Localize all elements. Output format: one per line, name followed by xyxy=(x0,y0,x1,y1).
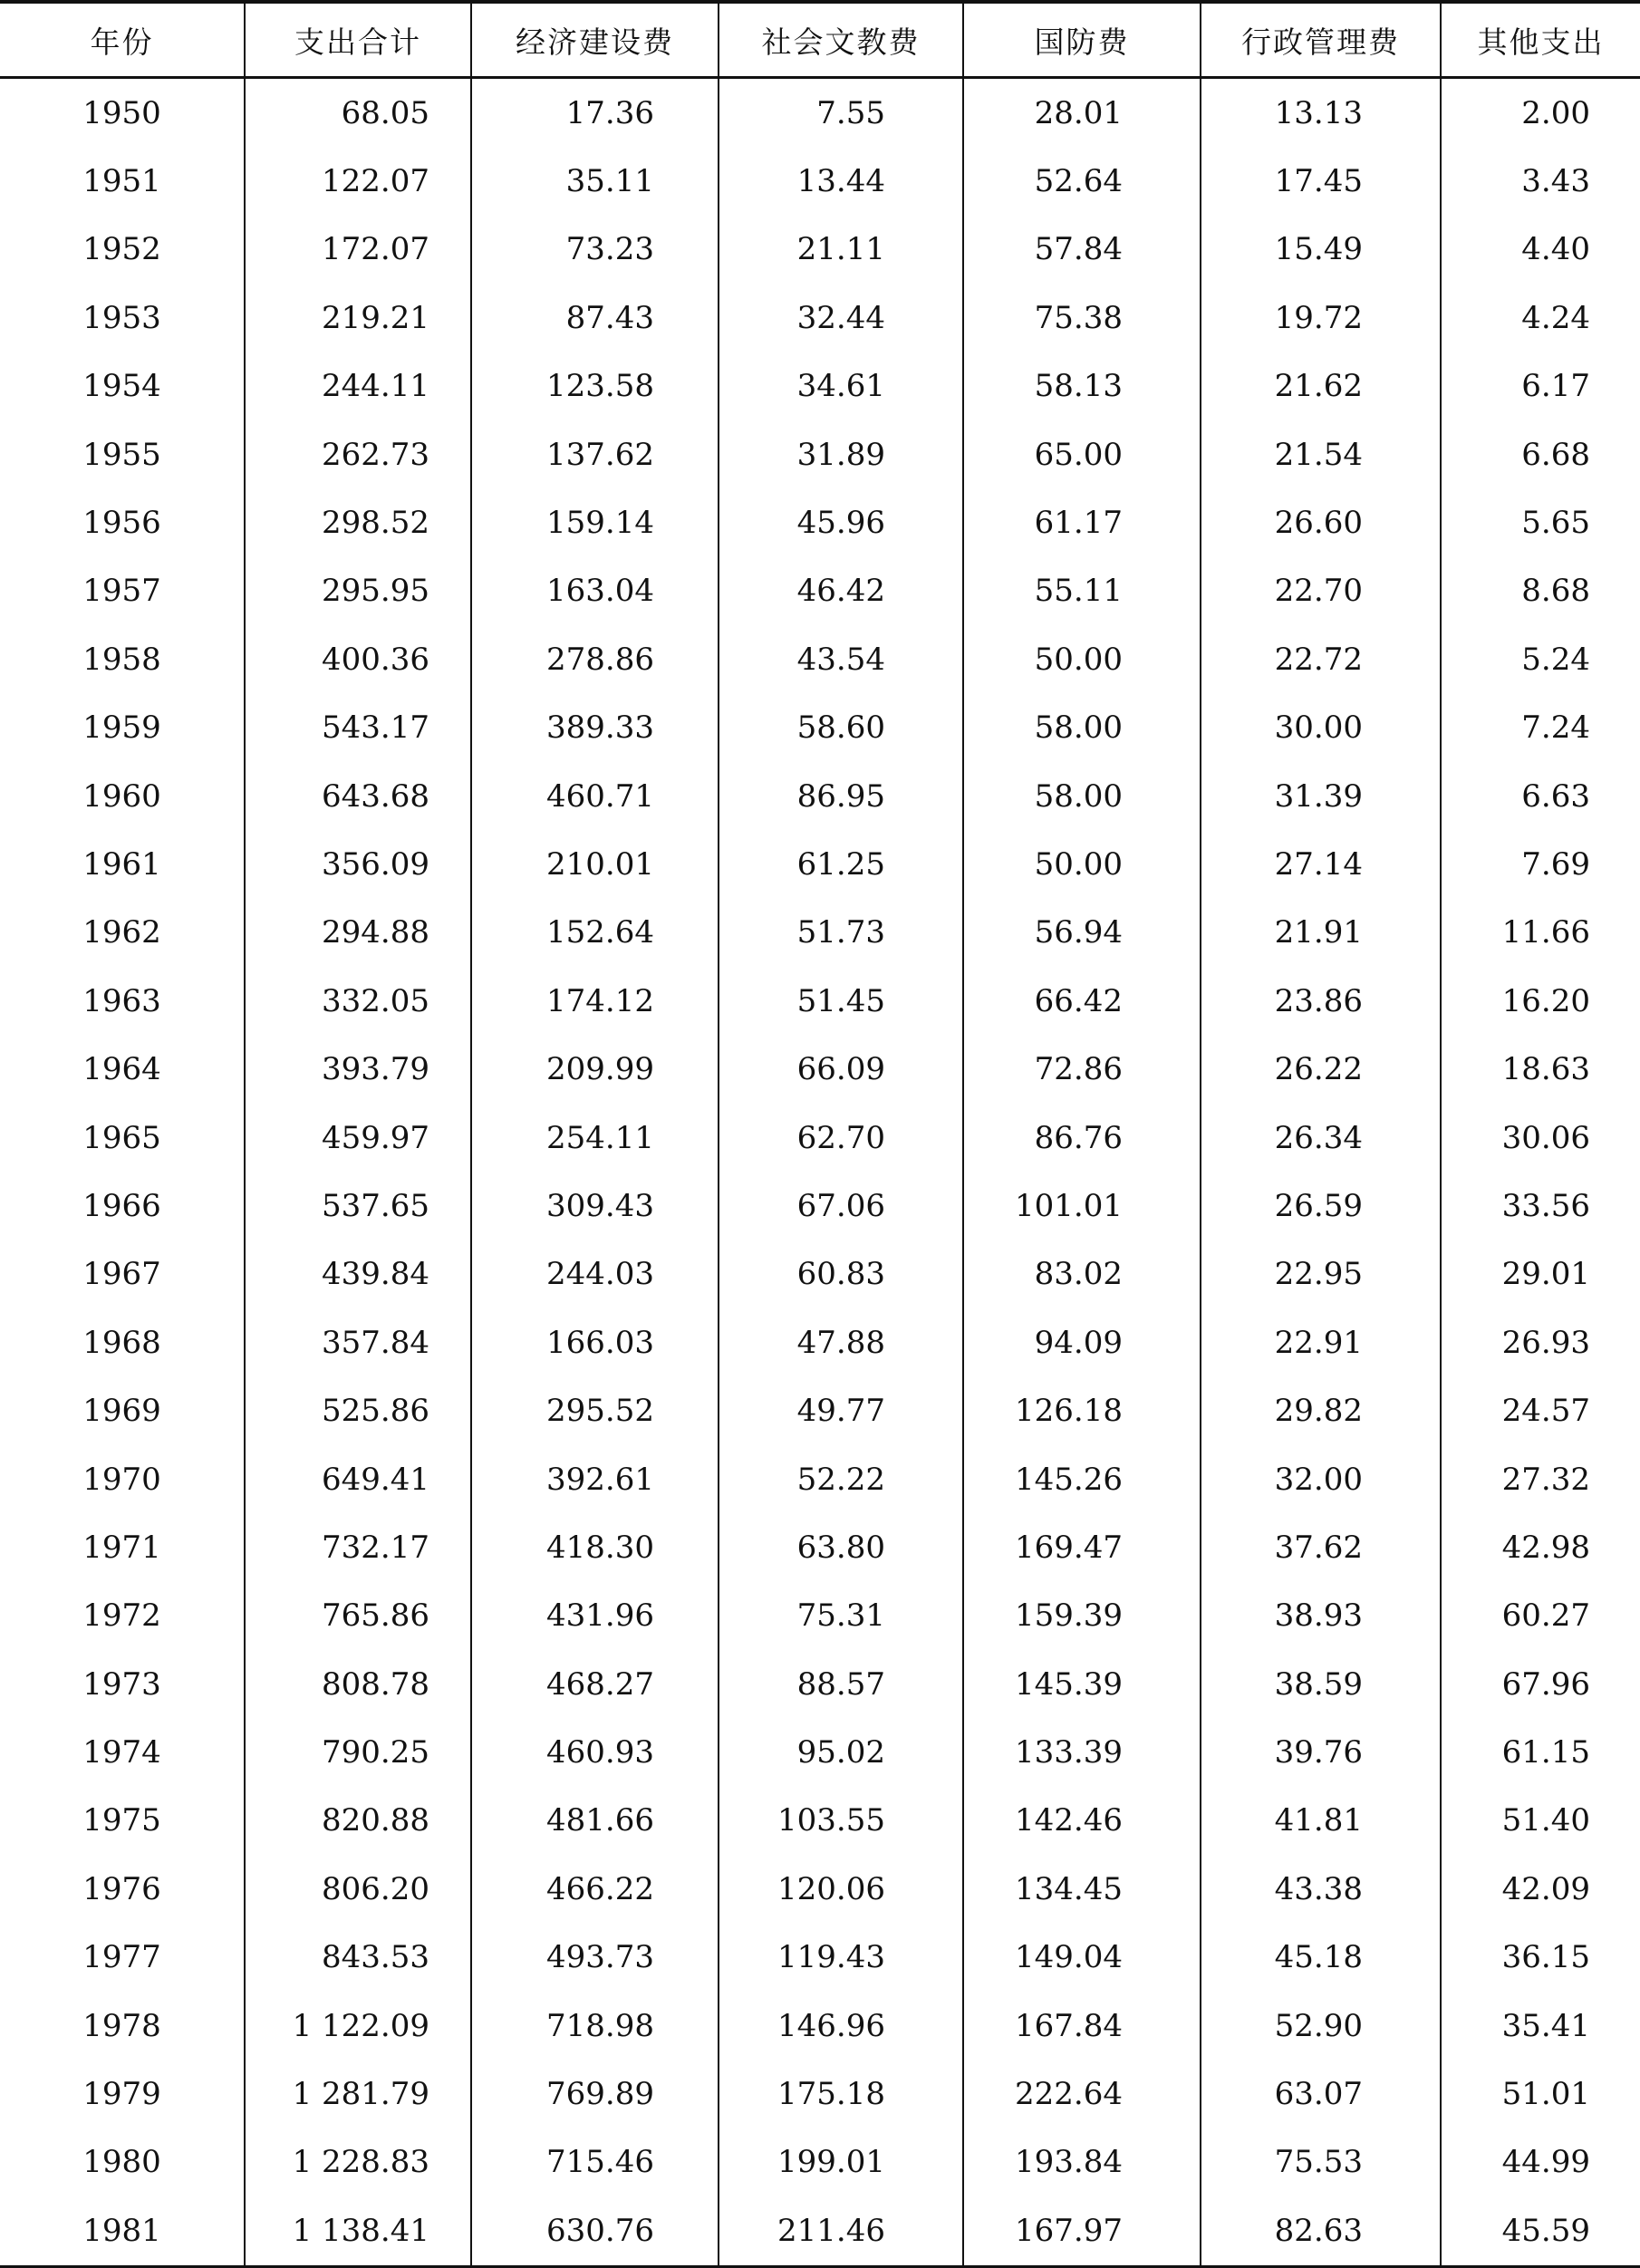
year-cell: 1962 xyxy=(0,899,245,967)
economic-cell: 123.58 xyxy=(471,352,719,420)
other-cell: 4.24 xyxy=(1521,299,1590,336)
economic-cell: 769.89 xyxy=(471,2060,719,2128)
table-row xyxy=(0,216,1640,284)
administration-cell: 19.72 xyxy=(1201,284,1441,352)
other-cell: 42.98 xyxy=(1501,1529,1590,1566)
year-cell: 1954 xyxy=(0,352,245,420)
table-row xyxy=(0,2196,1640,2266)
administration-cell: 29.82 xyxy=(1201,1376,1441,1444)
social-culture-cell: 13.44 xyxy=(719,147,963,215)
social-culture-cell: 211.46 xyxy=(719,2196,963,2266)
year-cell: 1970 xyxy=(0,1445,245,1513)
total-cell: 765.86 xyxy=(245,1582,471,1650)
economic-cell: 460.93 xyxy=(471,1718,719,1786)
total-cell: 1 138.41 xyxy=(245,2196,471,2266)
year-cell: 1950 xyxy=(0,78,245,148)
other-cell: 6.68 xyxy=(1521,436,1590,473)
economic-cell: 174.12 xyxy=(471,967,719,1035)
social-culture-cell: 7.55 xyxy=(719,78,963,148)
total-cell: 295.95 xyxy=(245,557,471,625)
total-cell: 122.07 xyxy=(245,147,471,215)
year-cell: 1960 xyxy=(0,762,245,830)
year-cell: 1953 xyxy=(0,284,245,352)
year-cell: 1961 xyxy=(0,830,245,898)
administration-cell: 21.91 xyxy=(1201,899,1441,967)
other-cell: 16.20 xyxy=(1501,982,1590,1019)
social-culture-cell: 120.06 xyxy=(719,1855,963,1923)
economic-cell: 715.46 xyxy=(471,2128,719,2196)
other-cell: 51.40 xyxy=(1501,1802,1590,1839)
total-cell: 262.73 xyxy=(245,420,471,488)
economic-cell: 73.23 xyxy=(471,216,719,284)
year-cell: 1957 xyxy=(0,557,245,625)
other-cell: 6.63 xyxy=(1521,777,1590,815)
total-cell: 298.52 xyxy=(245,488,471,556)
other-cell: 5.65 xyxy=(1521,505,1590,542)
economic-cell: 166.03 xyxy=(471,1308,719,1376)
social-culture-cell: 61.25 xyxy=(719,830,963,898)
other-cell: 27.32 xyxy=(1501,1461,1590,1498)
table-row xyxy=(0,488,1640,556)
defense-cell: 55.11 xyxy=(963,557,1201,625)
other-cell: 3.43 xyxy=(1521,163,1590,200)
year-cell: 1978 xyxy=(0,1992,245,2060)
social-culture-cell: 67.06 xyxy=(719,1172,963,1240)
administration-cell: 39.76 xyxy=(1201,1718,1441,1786)
total-cell: 790.25 xyxy=(245,1718,471,1786)
administration-cell: 26.59 xyxy=(1201,1172,1441,1240)
defense-cell: 83.02 xyxy=(963,1240,1201,1308)
year-cell: 1976 xyxy=(0,1855,245,1923)
administration-cell: 45.18 xyxy=(1201,1924,1441,1992)
defense-cell: 169.47 xyxy=(963,1513,1201,1581)
table-row xyxy=(0,1513,1640,1581)
total-cell: 525.86 xyxy=(245,1376,471,1444)
year-cell: 1971 xyxy=(0,1513,245,1581)
defense-cell: 72.86 xyxy=(963,1035,1201,1103)
year-cell: 1973 xyxy=(0,1650,245,1718)
economic-cell: 209.99 xyxy=(471,1035,719,1103)
social-culture-cell: 146.96 xyxy=(719,1992,963,2060)
defense-cell: 52.64 xyxy=(963,147,1201,215)
header-year: 年份 xyxy=(0,2,245,78)
year-cell: 1969 xyxy=(0,1376,245,1444)
other-cell: 45.59 xyxy=(1441,2196,1640,2266)
defense-cell: 58.00 xyxy=(963,762,1201,830)
administration-cell: 27.14 xyxy=(1201,830,1441,898)
administration-cell: 30.00 xyxy=(1201,694,1441,762)
administration-cell: 37.62 xyxy=(1201,1513,1441,1581)
administration-cell: 38.59 xyxy=(1201,1650,1441,1718)
defense-cell: 65.00 xyxy=(963,420,1201,488)
social-culture-cell: 86.95 xyxy=(719,762,963,830)
administration-cell: 52.90 xyxy=(1201,1992,1441,2060)
defense-cell: 159.39 xyxy=(963,1582,1201,1650)
social-culture-cell: 46.42 xyxy=(719,557,963,625)
defense-cell: 167.97 xyxy=(963,2196,1201,2266)
total-cell: 820.88 xyxy=(245,1787,471,1855)
defense-cell: 58.13 xyxy=(963,352,1201,420)
economic-cell: 392.61 xyxy=(471,1445,719,1513)
social-culture-cell: 62.70 xyxy=(719,1104,963,1172)
defense-cell: 167.84 xyxy=(963,1992,1201,2060)
economic-cell: 152.64 xyxy=(471,899,719,967)
social-culture-cell: 75.31 xyxy=(719,1582,963,1650)
header-other-expenditure: 其他支出 xyxy=(1441,2,1640,78)
economic-cell: 210.01 xyxy=(471,830,719,898)
economic-cell: 87.43 xyxy=(471,284,719,352)
other-cell: 67.96 xyxy=(1501,1665,1590,1703)
year-cell: 1964 xyxy=(0,1035,245,1103)
defense-cell: 66.42 xyxy=(963,967,1201,1035)
administration-cell: 26.34 xyxy=(1201,1104,1441,1172)
social-culture-cell: 103.55 xyxy=(719,1787,963,1855)
defense-cell: 126.18 xyxy=(963,1376,1201,1444)
defense-cell: 28.01 xyxy=(963,78,1201,148)
table-row xyxy=(0,762,1640,830)
defense-cell: 101.01 xyxy=(963,1172,1201,1240)
other-cell: 42.09 xyxy=(1501,1870,1590,1907)
economic-cell: 159.14 xyxy=(471,488,719,556)
year-cell: 1965 xyxy=(0,1104,245,1172)
defense-cell: 94.09 xyxy=(963,1308,1201,1376)
header-economic-construction: 经济建设费 xyxy=(471,2,719,78)
table-row xyxy=(0,352,1640,420)
social-culture-cell: 60.83 xyxy=(719,1240,963,1308)
year-cell: 1955 xyxy=(0,420,245,488)
social-culture-cell: 34.61 xyxy=(719,352,963,420)
economic-cell: 468.27 xyxy=(471,1650,719,1718)
social-culture-cell: 43.54 xyxy=(719,625,963,693)
administration-cell: 38.93 xyxy=(1201,1582,1441,1650)
economic-cell: 17.36 xyxy=(471,78,719,148)
social-culture-cell: 66.09 xyxy=(719,1035,963,1103)
table-row xyxy=(0,2060,1640,2128)
year-cell: 1952 xyxy=(0,216,245,284)
year-cell: 1980 xyxy=(0,2128,245,2196)
defense-cell: 75.38 xyxy=(963,284,1201,352)
other-cell: 51.01 xyxy=(1501,2076,1590,2113)
administration-cell: 63.07 xyxy=(1201,2060,1441,2128)
year-cell: 1972 xyxy=(0,1582,245,1650)
other-cell: 5.24 xyxy=(1521,641,1590,678)
other-cell: 36.15 xyxy=(1501,1939,1590,1976)
total-cell: 356.09 xyxy=(245,830,471,898)
year-cell: 1974 xyxy=(0,1718,245,1786)
other-cell: 7.24 xyxy=(1521,709,1590,747)
table-row xyxy=(0,1376,1640,1444)
table-header xyxy=(0,2,1640,78)
total-cell: 244.11 xyxy=(245,352,471,420)
table-row xyxy=(0,899,1640,967)
total-cell: 806.20 xyxy=(245,1855,471,1923)
table-row xyxy=(0,78,1640,148)
total-cell: 649.41 xyxy=(245,1445,471,1513)
defense-cell: 57.84 xyxy=(963,216,1201,284)
total-cell: 219.21 xyxy=(245,284,471,352)
administration-cell: 26.22 xyxy=(1201,1035,1441,1103)
table-row xyxy=(0,284,1640,352)
other-cell: 61.15 xyxy=(1501,1734,1590,1771)
table-row xyxy=(0,1787,1640,1855)
economic-cell: 278.86 xyxy=(471,625,719,693)
social-culture-cell: 63.80 xyxy=(719,1513,963,1581)
year-cell: 1959 xyxy=(0,694,245,762)
defense-cell: 145.39 xyxy=(963,1650,1201,1718)
table-row xyxy=(0,830,1640,898)
administration-cell: 31.39 xyxy=(1201,762,1441,830)
economic-cell: 460.71 xyxy=(471,762,719,830)
economic-cell: 137.62 xyxy=(471,420,719,488)
table-row xyxy=(0,1718,1640,1786)
administration-cell: 23.86 xyxy=(1201,967,1441,1035)
administration-cell: 21.54 xyxy=(1201,420,1441,488)
total-cell: 1 122.09 xyxy=(245,1992,471,2060)
table-row xyxy=(0,1855,1640,1923)
year-cell: 1977 xyxy=(0,1924,245,1992)
economic-cell: 295.52 xyxy=(471,1376,719,1444)
year-cell: 1966 xyxy=(0,1172,245,1240)
total-cell: 732.17 xyxy=(245,1513,471,1581)
social-culture-cell: 175.18 xyxy=(719,2060,963,2128)
table-row xyxy=(0,1240,1640,1308)
table-row xyxy=(0,557,1640,625)
year-cell: 1975 xyxy=(0,1787,245,1855)
economic-cell: 431.96 xyxy=(471,1582,719,1650)
social-culture-cell: 49.77 xyxy=(719,1376,963,1444)
administration-cell: 26.60 xyxy=(1201,488,1441,556)
social-culture-cell: 47.88 xyxy=(719,1308,963,1376)
table-row xyxy=(0,1035,1640,1103)
table-row xyxy=(0,967,1640,1035)
other-cell: 8.68 xyxy=(1521,573,1590,610)
economic-cell: 418.30 xyxy=(471,1513,719,1581)
economic-cell: 244.03 xyxy=(471,1240,719,1308)
table-row xyxy=(0,625,1640,693)
year-cell: 1979 xyxy=(0,2060,245,2128)
total-cell: 808.78 xyxy=(245,1650,471,1718)
table-row xyxy=(0,694,1640,762)
total-cell: 393.79 xyxy=(245,1035,471,1103)
defense-cell: 133.39 xyxy=(963,1718,1201,1786)
social-culture-cell: 51.45 xyxy=(719,967,963,1035)
social-culture-cell: 45.96 xyxy=(719,488,963,556)
total-cell: 400.36 xyxy=(245,625,471,693)
total-cell: 537.65 xyxy=(245,1172,471,1240)
social-culture-cell: 32.44 xyxy=(719,284,963,352)
economic-cell: 481.66 xyxy=(471,1787,719,1855)
economic-cell: 630.76 xyxy=(471,2196,719,2266)
administration-cell: 82.63 xyxy=(1201,2196,1441,2266)
year-cell: 1968 xyxy=(0,1308,245,1376)
defense-cell: 145.26 xyxy=(963,1445,1201,1513)
administration-cell: 21.62 xyxy=(1201,352,1441,420)
economic-cell: 254.11 xyxy=(471,1104,719,1172)
table-row xyxy=(0,1924,1640,1992)
table-row xyxy=(0,420,1640,488)
year-cell: 1958 xyxy=(0,625,245,693)
administration-cell: 43.38 xyxy=(1201,1855,1441,1923)
year-cell: 1963 xyxy=(0,967,245,1035)
administration-cell: 41.81 xyxy=(1201,1787,1441,1855)
header-row xyxy=(0,2,1640,78)
defense-cell: 50.00 xyxy=(963,830,1201,898)
economic-cell: 163.04 xyxy=(471,557,719,625)
social-culture-cell: 199.01 xyxy=(719,2128,963,2196)
total-cell: 294.88 xyxy=(245,899,471,967)
social-culture-cell: 58.60 xyxy=(719,694,963,762)
defense-cell: 193.84 xyxy=(963,2128,1201,2196)
administration-cell: 32.00 xyxy=(1201,1445,1441,1513)
social-culture-cell: 95.02 xyxy=(719,1718,963,1786)
total-cell: 543.17 xyxy=(245,694,471,762)
table-row xyxy=(0,2128,1640,2196)
other-cell: 11.66 xyxy=(1501,914,1590,951)
total-cell: 643.68 xyxy=(245,762,471,830)
defense-cell: 50.00 xyxy=(963,625,1201,693)
table-row xyxy=(0,1445,1640,1513)
administration-cell: 15.49 xyxy=(1201,216,1441,284)
header-social-culture-education: 社会文教费 xyxy=(719,2,963,78)
other-cell: 18.63 xyxy=(1501,1051,1590,1088)
other-cell: 24.57 xyxy=(1501,1393,1590,1430)
table-row xyxy=(0,1992,1640,2060)
total-cell: 172.07 xyxy=(245,216,471,284)
total-cell: 332.05 xyxy=(245,967,471,1035)
defense-cell: 86.76 xyxy=(963,1104,1201,1172)
other-cell: 44.99 xyxy=(1501,2144,1590,2181)
administration-cell: 22.95 xyxy=(1201,1240,1441,1308)
total-cell: 843.53 xyxy=(245,1924,471,1992)
economic-cell: 493.73 xyxy=(471,1924,719,1992)
total-cell: 1 228.83 xyxy=(245,2128,471,2196)
administration-cell: 17.45 xyxy=(1201,147,1441,215)
economic-cell: 389.33 xyxy=(471,694,719,762)
year-cell: 1951 xyxy=(0,147,245,215)
table-row xyxy=(0,1104,1640,1172)
other-cell: 26.93 xyxy=(1501,1324,1590,1361)
social-culture-cell: 119.43 xyxy=(719,1924,963,1992)
table-row xyxy=(0,1308,1640,1376)
total-cell: 68.05 xyxy=(245,78,471,148)
social-culture-cell: 51.73 xyxy=(719,899,963,967)
other-cell: 6.17 xyxy=(1521,368,1590,405)
header-administration: 行政管理费 xyxy=(1201,2,1441,78)
other-cell: 60.27 xyxy=(1501,1597,1590,1635)
defense-cell: 134.45 xyxy=(963,1855,1201,1923)
total-cell: 459.97 xyxy=(245,1104,471,1172)
administration-cell: 22.70 xyxy=(1201,557,1441,625)
administration-cell: 22.72 xyxy=(1201,625,1441,693)
defense-cell: 61.17 xyxy=(963,488,1201,556)
other-cell: 7.69 xyxy=(1521,845,1590,883)
social-culture-cell: 52.22 xyxy=(719,1445,963,1513)
administration-cell: 75.53 xyxy=(1201,2128,1441,2196)
other-cell: 4.40 xyxy=(1521,231,1590,268)
table-row xyxy=(0,1650,1640,1718)
economic-cell: 718.98 xyxy=(471,1992,719,2060)
defense-cell: 56.94 xyxy=(963,899,1201,967)
economic-cell: 466.22 xyxy=(471,1855,719,1923)
year-cell: 1956 xyxy=(0,488,245,556)
table-row xyxy=(0,1582,1640,1650)
economic-cell: 35.11 xyxy=(471,147,719,215)
total-cell: 1 281.79 xyxy=(245,2060,471,2128)
table-body xyxy=(0,78,1640,2267)
social-culture-cell: 31.89 xyxy=(719,420,963,488)
header-national-defense: 国防费 xyxy=(963,2,1201,78)
defense-cell: 142.46 xyxy=(963,1787,1201,1855)
administration-cell: 13.13 xyxy=(1201,78,1441,148)
economic-cell: 309.43 xyxy=(471,1172,719,1240)
table-row xyxy=(0,1172,1640,1240)
other-cell: 33.56 xyxy=(1501,1187,1590,1224)
other-cell: 35.41 xyxy=(1501,2007,1590,2044)
defense-cell: 58.00 xyxy=(963,694,1201,762)
defense-cell: 149.04 xyxy=(963,1924,1201,1992)
table-row xyxy=(0,147,1640,215)
year-cell: 1981 xyxy=(0,2196,245,2266)
other-cell: 29.01 xyxy=(1501,1256,1590,1293)
header-total-expenditure: 支出合计 xyxy=(245,2,471,78)
social-culture-cell: 21.11 xyxy=(719,216,963,284)
year-cell: 1967 xyxy=(0,1240,245,1308)
other-cell: 2.00 xyxy=(1521,94,1590,131)
defense-cell: 222.64 xyxy=(963,2060,1201,2128)
total-cell: 357.84 xyxy=(245,1308,471,1376)
total-cell: 439.84 xyxy=(245,1240,471,1308)
administration-cell: 22.91 xyxy=(1201,1308,1441,1376)
social-culture-cell: 88.57 xyxy=(719,1650,963,1718)
other-cell: 30.06 xyxy=(1501,1119,1590,1156)
